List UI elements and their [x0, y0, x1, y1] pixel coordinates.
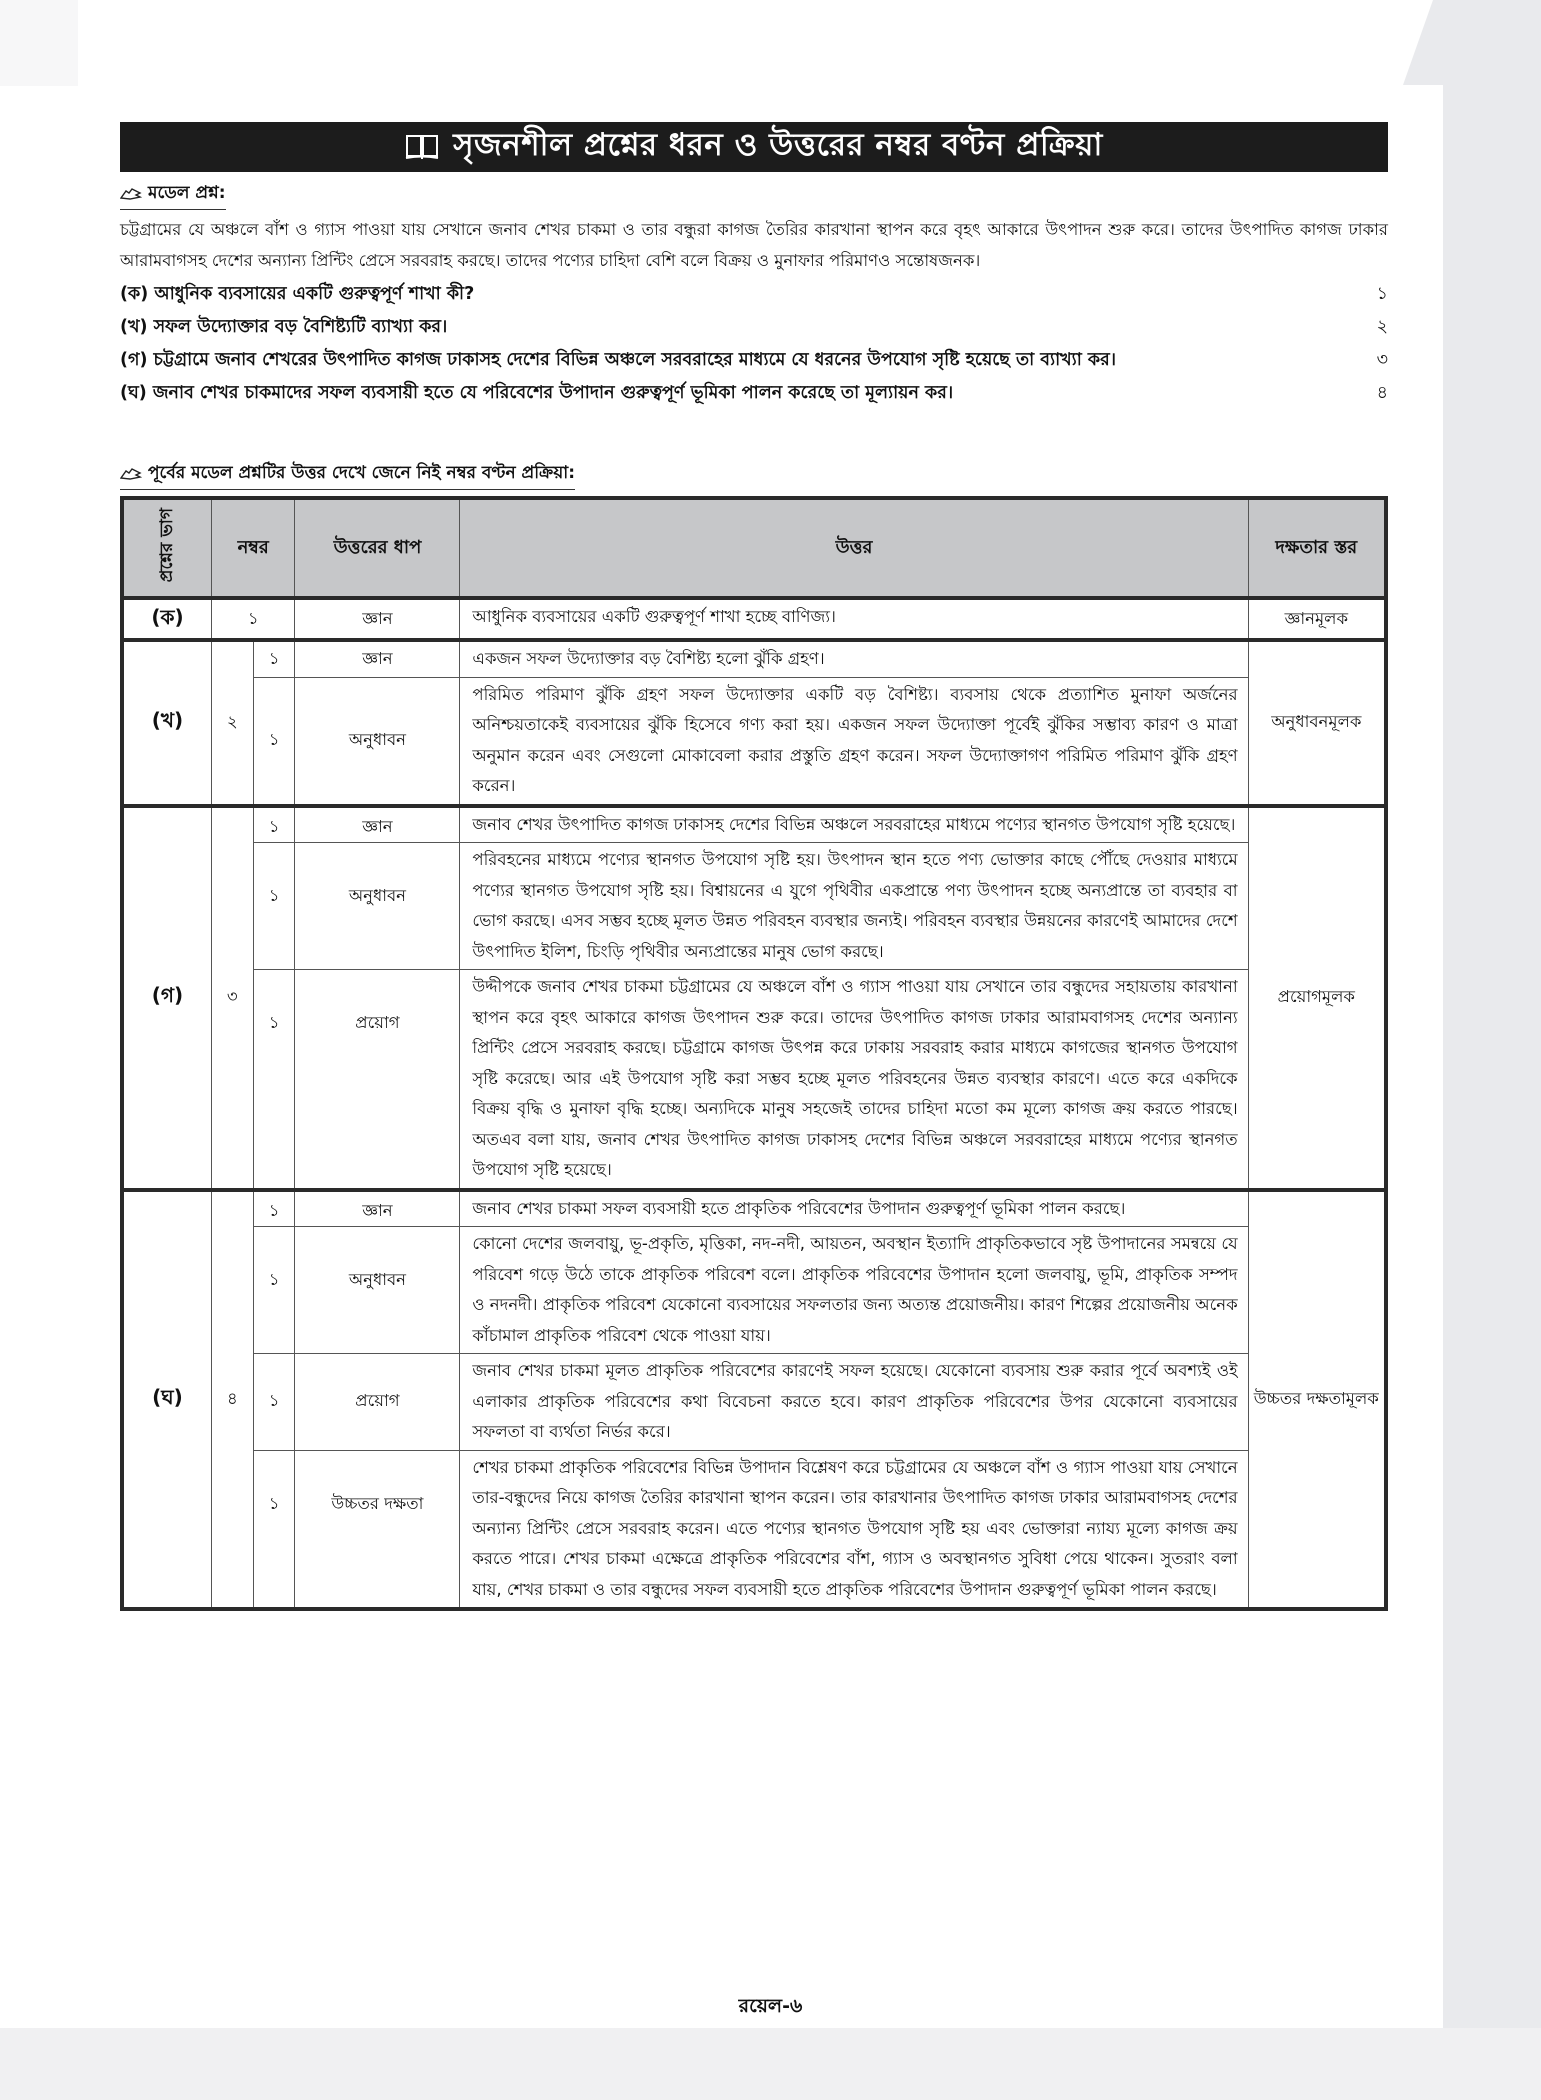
answer-cell: একজন সফল উদ্যোক্তার বড় বৈশিষ্ট্য হলো ঝুঁকি গ্রহণ। [460, 640, 1248, 677]
column-header-part-label: প্রশ্নের ভাগ [157, 508, 178, 583]
step-cell: জ্ঞান [295, 598, 460, 640]
marking-label: পূর্বের মডেল প্রশ্নটির উত্তর দেখে জেনে নিই নম্বর বণ্টন প্রক্রিয়া: [148, 463, 576, 483]
table-row [122, 970, 1386, 1190]
open-book-icon [405, 133, 439, 161]
answer-cell: জনাব শেখর চাকমা সফল ব্যবসায়ী হতে প্রাকৃতিক পরিবেশের উপাদান গুরুত্বপূর্ণ ভূমিকা পালন করছে। [460, 1190, 1248, 1227]
answer-cell: জনাব শেখর উৎপাদিত কাগজ ঢাকাসহ দেশের বিভিন্ন অঞ্চলে সরবরাহের মাধ্যমে পণ্যের স্থানগত উপযোগ সৃষ্টি হয়েছে। [460, 806, 1248, 843]
table-row [122, 598, 1386, 640]
question-item [120, 344, 1388, 377]
table-row [122, 1354, 1386, 1451]
step-mark-cell: ১ [253, 843, 295, 970]
step-mark-cell: ১ [253, 1354, 295, 1451]
step-cell: জ্ঞান [295, 806, 460, 843]
table-row [122, 640, 1386, 677]
pointing-hand-icon [120, 467, 142, 481]
question-item [120, 377, 1388, 410]
table-row [122, 806, 1386, 843]
background-right-panel [1443, 0, 1541, 2100]
level-cell: জ্ঞানমূলক [1248, 598, 1386, 640]
table-row [122, 843, 1386, 970]
part-cell: (গ) [122, 806, 211, 1190]
column-header-answer: উত্তর [460, 498, 1248, 598]
part-cell: (ঘ) [122, 1190, 211, 1610]
column-header-step: উত্তরের ধাপ [295, 498, 460, 598]
total-marks-cell: ৪ [211, 1190, 253, 1610]
page-title-bar [120, 122, 1388, 172]
total-marks-cell: ৩ [211, 806, 253, 1190]
model-question-heading [120, 180, 226, 210]
column-header-level: দক্ষতার স্তর [1248, 498, 1386, 598]
question-item [120, 311, 1388, 344]
question-text: (গ) চট্টগ্রামে জনাব শেখরের উৎপাদিত কাগজ ঢাকাসহ দেশের বিভিন্ন অঞ্চলে সরবরাহের মাধ্যমে যে ধরনের উপযোগ সৃষ্টি হয়েছে তা ব্যাখ্যা কর। [120, 350, 1117, 370]
stimulus-paragraph: চট্টগ্রামের যে অঞ্চলে বাঁশ ও গ্যাস পাওয়া যায় সেখানে জনাব শেখর চাকমা ও তার বন্ধুরা কাগজ তৈরির কারখানা স্থাপন করে বৃহৎ আকারে উৎপাদন শুরু করে। তাদের উৎপাদিত কাগজ ঢাকার আরামবাগসহ দেশের অন্যান্য প্রিন্টিং প্রেসে সরবরাহ করছে। তাদের পণ্যের চাহিদা বেশি বলে বিক্রয় ও মুনাফার পরিমাণও সন্তোষজনক। [120, 220, 1388, 270]
table-header-row [122, 498, 1386, 598]
question-text: (ক) আধুনিক ব্যবসায়ের একটি গুরুত্বপূর্ণ শাখা কী? [120, 284, 475, 304]
table-row [122, 677, 1386, 806]
question-list [120, 278, 1388, 410]
column-header-marks: নম্বর [211, 498, 295, 598]
question-marks: ৪ [1376, 383, 1388, 403]
step-cell: প্রয়োগ [295, 970, 460, 1190]
question-marks: ২ [1376, 317, 1388, 337]
marking-heading [120, 460, 575, 490]
step-mark-cell: ১ [253, 640, 295, 677]
question-text: (খ) সফল উদ্যোক্তার বড় বৈশিষ্ট্যটি ব্যাখ্যা কর। [120, 317, 448, 337]
step-mark-cell: ১ [253, 1450, 295, 1609]
document-page [120, 122, 1388, 1611]
step-cell: উচ্চতর দক্ষতা [295, 1450, 460, 1609]
level-cell: অনুধাবনমূলক [1248, 640, 1386, 806]
table-row [122, 1450, 1386, 1609]
step-cell: অনুধাবন [295, 677, 460, 806]
page-title: সৃজনশীল প্রশ্নের ধরন ও উত্তরের নম্বর বণ্টন প্রক্রিয়া [453, 127, 1103, 163]
marking-table [120, 496, 1388, 1611]
step-mark-cell: ১ [253, 806, 295, 843]
answer-cell: পরিমিত পরিমাণ ঝুঁকি গ্রহণ সফল উদ্যোক্তার একটি বড় বৈশিষ্ট্য। ব্যবসায় থেকে প্রত্যাশিত মুনাফা অর্জনের অনিশ্চয়তাকেই ব্যবসায়ের ঝুঁকি হিসেবে গণ্য করা হয়। একজন সফল উদ্যোক্তা পূর্বেই ঝুঁকির সম্ভাব্য কারণ ও মাত্রা অনুমান করেন এবং সেগুলো মোকাবেলা করার প্রস্তুতি গ্রহণ করেন। সফল উদ্যোক্তাগণ পরিমিত পরিমাণ ঝুঁকি গ্রহণ করেন। [460, 677, 1248, 806]
step-mark-cell: ১ [253, 1190, 295, 1227]
answer-cell: কোনো দেশের জলবায়ু, ভূ-প্রকৃতি, মৃত্তিকা, নদ-নদী, আয়তন, অবস্থান ইত্যাদি প্রাকৃতিকভাবে সৃষ্ট উপাদানের সমন্বয়ে যে পরিবেশ গড়ে উঠে তাকে প্রাকৃতিক পরিবেশ বলে। প্রাকৃতিক পরিবেশের উপাদান হলো জলবায়ু, ভূমি, প্রাকৃতিক সম্পদ ও নদনদী। প্রাকৃতিক পরিবেশ যেকোনো ব্যবসায়ের সফলতার জন্য অত্যন্ত প্রয়োজনীয়। কারণ শিল্পের প্রয়োজনীয় অনেক কাঁচামাল প্রাকৃতিক পরিবেশ থেকে পাওয়া যায়। [460, 1227, 1248, 1354]
part-cell: (ক) [122, 598, 211, 640]
step-cell: জ্ঞান [295, 640, 460, 677]
step-mark-cell: ১ [253, 1227, 295, 1354]
step-mark-cell: ১ [253, 970, 295, 1190]
table-row [122, 1190, 1386, 1227]
step-cell: প্রয়োগ [295, 1354, 460, 1451]
answer-cell: জনাব শেখর চাকমা মূলত প্রাকৃতিক পরিবেশের কারণেই সফল হয়েছে। যেকোনো ব্যবসায় শুরু করার পূর্বে অবশ্যই ওই এলাকার প্রাকৃতিক পরিবেশের কথা বিবেচনা করতে হবে। কারণ প্রাকৃতিক পরিবেশের উপর যেকোনো ব্যবসায়ের সফলতা বা ব্যর্থতা নির্ভর করে। [460, 1354, 1248, 1451]
total-marks-cell: ২ [211, 640, 253, 806]
total-marks-cell: ১ [211, 598, 295, 640]
answer-cell: আধুনিক ব্যবসায়ের একটি গুরুত্বপূর্ণ শাখা হচ্ছে বাণিজ্য। [460, 598, 1248, 640]
answer-cell: পরিবহনের মাধ্যমে পণ্যের স্থানগত উপযোগ সৃষ্টি হয়। উৎপাদন স্থান হতে পণ্য ভোক্তার কাছে পৌঁছে দেওয়ার মাধ্যমে পণ্যের স্থানগত উপযোগ সৃষ্টি হয়। বিশ্বায়নের এ যুগে পৃথিবীর একপ্রান্তে পণ্য উৎপাদন হচ্ছে অন্যপ্রান্তে তা ব্যবহার বা ভোগ করছে। এসব সম্ভব হচ্ছে মূলত উন্নত পরিবহন ব্যবস্থার জন্যই। পরিবহন ব্যবস্থার উন্নয়নের কারণেই আমাদের দেশে উৎপাদিত ইলিশ, চিংড়ি পৃথিবীর অন্যপ্রান্তের মানুষ ভোগ করছে। [460, 843, 1248, 970]
level-cell: উচ্চতর দক্ষতামূলক [1248, 1190, 1386, 1610]
page-footer: রয়েল-৬ [738, 1995, 803, 2017]
level-cell: প্রয়োগমূলক [1248, 806, 1386, 1190]
question-marks: ১ [1376, 284, 1388, 304]
step-cell: জ্ঞান [295, 1190, 460, 1227]
step-cell: অনুধাবন [295, 1227, 460, 1354]
step-mark-cell: ১ [253, 677, 295, 806]
table-row [122, 1227, 1386, 1354]
step-cell: অনুধাবন [295, 843, 460, 970]
answer-cell: শেখর চাকমা প্রাকৃতিক পরিবেশের বিভিন্ন উপাদান বিশ্লেষণ করে চট্টগ্রামের যে অঞ্চলে বাঁশ ও গ্যাস পাওয়া যায় সেখানে তার-বন্ধুদের নিয়ে কাগজ তৈরির কারখানা স্থাপন করেন। তার কারখানার উৎপাদিত কাগজ ঢাকার আরামবাগসহ দেশের অন্যান্য প্রিন্টিং প্রেসে সরবরাহ করেন। এতে পণ্যের স্থানগত উপযোগ সৃষ্টি হয় এবং ভোক্তারা ন্যায্য মূল্যে কাগজ ক্রয় করতে পারে। শেখর চাকমা এক্ষেত্রে প্রাকৃতিক পরিবেশের বাঁশ, গ্যাস ও অবস্থানগত সুবিধা পেয়ে থাকেন। সুতরাং বলা যায়, শেখর চাকমা ও তার বন্ধুদের সফল ব্যবসায়ী হতে প্রাকৃতিক পরিবেশের উপাদান গুরুত্বপূর্ণ ভূমিকা পালন করছে। [460, 1450, 1248, 1609]
pointing-hand-icon [120, 187, 142, 201]
background-corner-shape [0, 0, 78, 86]
model-question-label: মডেল প্রশ্ন: [148, 183, 226, 203]
question-item [120, 278, 1388, 311]
background-bottom-band [0, 2028, 1541, 2100]
question-marks: ৩ [1376, 350, 1388, 370]
question-text: (ঘ) জনাব শেখর চাকমাদের সফল ব্যবসায়ী হতে যে পরিবেশের উপাদান গুরুত্বপূর্ণ ভূমিকা পালন করেছে তা মূল্যায়ন কর। [120, 383, 954, 403]
part-cell: (খ) [122, 640, 211, 806]
background-wedge-shape [1403, 0, 1443, 85]
answer-cell: উদ্দীপকে জনাব শেখর চাকমা চট্টগ্রামের যে অঞ্চলে বাঁশ ও গ্যাস পাওয়া যায় সেখানে তার বন্ধুদের সহায়তায় কারখানা স্থাপন করে বৃহৎ আকারে কাগজ উৎপাদন শুরু করে। তাদের উৎপাদিত কাগজ ঢাকার আরামবাগসহ দেশের অন্যান্য প্রিন্টিং প্রেসে সরবরাহ করছে। চট্টগ্রামে কাগজ উৎপন্ন করে ঢাকায় সরবরাহ করার মাধ্যমে কাগজের স্থানগত উপযোগ সৃষ্টি করেছে। আর এই উপযোগ সৃষ্টি করা সম্ভব হচ্ছে মূলত পরিবহনের উন্নত ব্যবস্থার কারণে। এতে করে একদিকে বিক্রয় বৃদ্ধি ও মুনাফা বৃদ্ধি হচ্ছে। অন্যদিকে মানুষ সহজেই তাদের চাহিদা মতো কম মূল্যে কাগজ ক্রয় করতে পারছে। অতএব বলা যায়, জনাব শেখর উৎপাদিত কাগজ ঢাকাসহ দেশের বিভিন্ন অঞ্চলে সরবরাহের মাধ্যমে পণ্যের স্থানগত উপযোগ সৃষ্টি হয়েছে। [460, 970, 1248, 1190]
column-header-part [122, 498, 211, 598]
